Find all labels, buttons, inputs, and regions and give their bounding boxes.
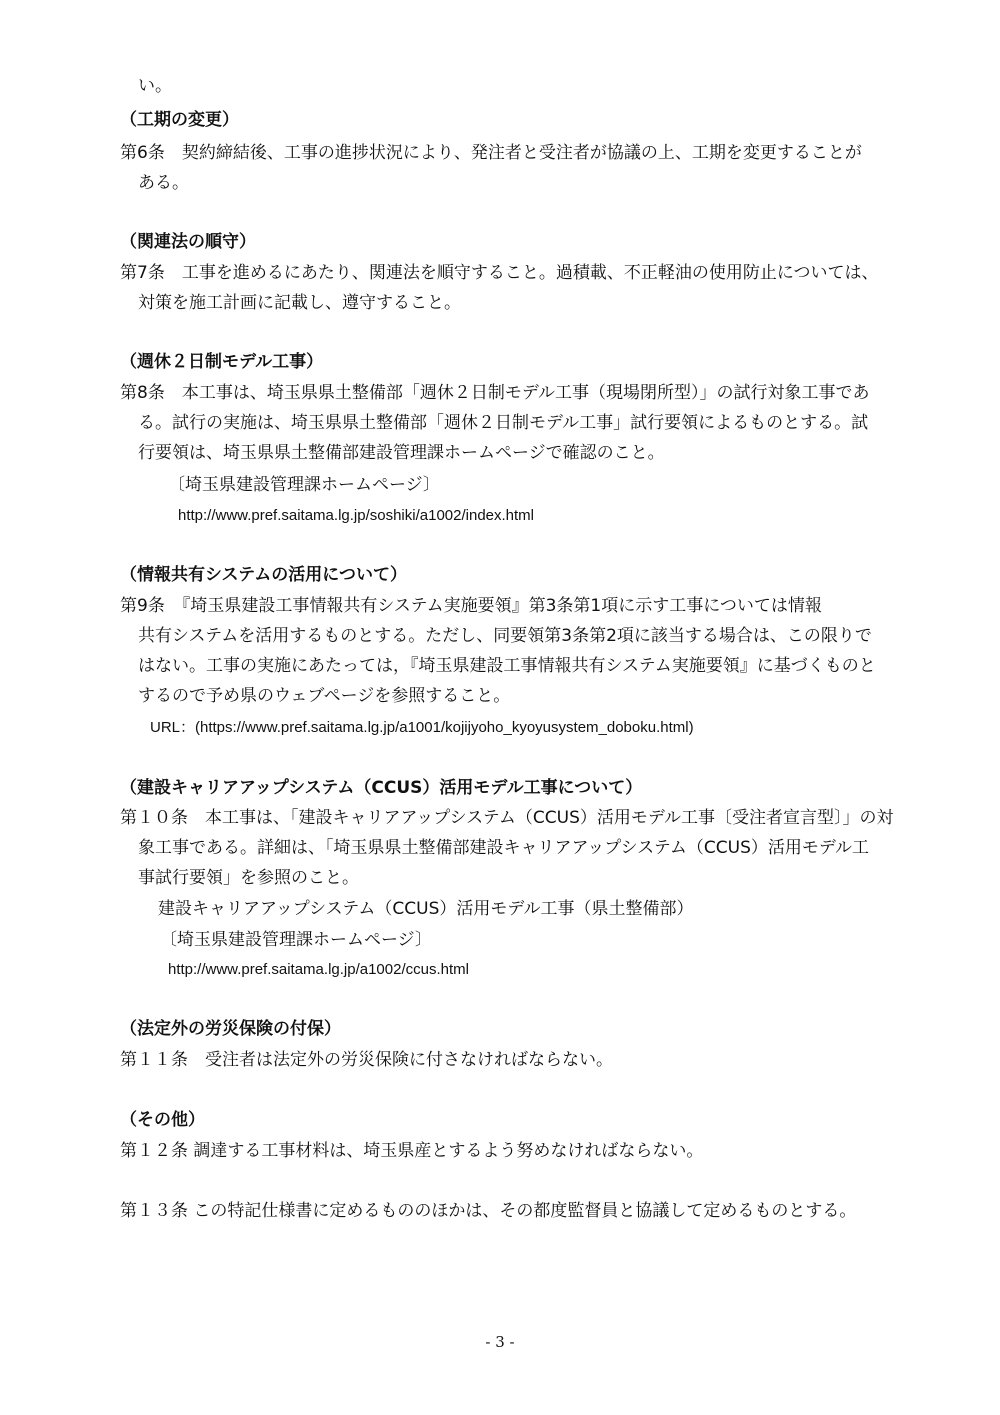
article-10-text: 事試行要領」を参照のこと。 bbox=[138, 868, 359, 888]
article-11-heading: （法定外の労災保険の付保） bbox=[120, 1019, 341, 1039]
article-7-text: 第7条 工事を進めるにあたり、関連法を順守すること。過積載、不正軽油の使用防止については、 bbox=[120, 263, 879, 283]
article-7-text: 対策を施工計画に記載し、遵守すること。 bbox=[138, 293, 461, 313]
article-9-text: 共有システムを活用するものとする。ただし、同要領第3条第2項に該当する場合は、この限りで bbox=[138, 626, 872, 646]
article-12-text: 第１２条 調達する工事材料は、埼玉県産とするよう努めなければならない。 bbox=[120, 1141, 704, 1161]
homepage-url-link[interactable]: http://www.pref.saitama.lg.jp/soshiki/a1002/index.html bbox=[178, 507, 535, 524]
article-6-text: 第6条 契約締結後、工事の進捗状況により、発注者と受注者が協議の上、工期を変更することが bbox=[120, 143, 862, 163]
article-7-heading: （関連法の順守） bbox=[120, 232, 256, 252]
article-6-text: ある。 bbox=[138, 173, 189, 193]
article-6-heading: （工期の変更） bbox=[120, 110, 239, 130]
article-12-heading: （その他） bbox=[120, 1110, 205, 1130]
article-8-text: 第8条 本工事は、埼玉県県土整備部「週休２日制モデル工事（現場閉所型）」の試行対象工事であ bbox=[120, 383, 870, 403]
article-8-text: 行要領は、埼玉県県土整備部建設管理課ホームページで確認のこと。 bbox=[138, 443, 665, 463]
info-sharing-url-link[interactable]: URL：(https://www.pref.saitama.lg.jp/a1001/kojijyoho_kyoyusystem_doboku.html) bbox=[150, 719, 694, 736]
article-9-text: はない。工事の実施にあたっては，『埼玉県建設工事情報共有システム実施要領』に基づくものと bbox=[138, 656, 876, 676]
article-9-heading: （情報共有システムの活用について） bbox=[120, 565, 407, 585]
article-8-heading: （週休２日制モデル工事） bbox=[120, 352, 324, 372]
article-13-text: 第１３条 この特記仕様書に定めるもののほかは、その都度監督員と協議して定めるものとする。 bbox=[120, 1201, 857, 1221]
article-10-heading: （建設キャリアアップシステム（CCUS）活用モデル工事について） bbox=[120, 778, 643, 798]
ccus-reference-label: 建設キャリアアップシステム（CCUS）活用モデル工事（県土整備部） bbox=[158, 899, 694, 919]
homepage-label: 〔埼玉県建設管理課ホームページ〕 bbox=[160, 930, 432, 950]
article-8-text: る。試行の実施は、埼玉県県土整備部「週休２日制モデル工事」試行要領によるものとする。試 bbox=[138, 413, 869, 433]
article-9-text: 第9条 『埼玉県建設工事情報共有システム実施要領』第3条第1項に示す工事については情報 bbox=[120, 596, 822, 616]
article-10-text: 第１０条 本工事は、「建設キャリアアップシステム（CCUS）活用モデル工事〔受注者宣言型〕」の対 bbox=[120, 808, 894, 828]
page-number: - 3 - bbox=[485, 1333, 515, 1351]
article-11-text: 第１１条 受注者は法定外の労災保険に付さなければならない。 bbox=[120, 1050, 613, 1070]
article-9-text: するので予め県のウェブページを参照すること。 bbox=[138, 686, 511, 706]
continuation-text: い。 bbox=[138, 76, 172, 96]
ccus-url-link[interactable]: http://www.pref.saitama.lg.jp/a1002/ccus.html bbox=[168, 961, 469, 978]
article-10-text: 象工事である。詳細は、「埼玉県県土整備部建設キャリアアップシステム（CCUS）活用モデル工 bbox=[138, 838, 870, 858]
homepage-label: 〔埼玉県建設管理課ホームページ〕 bbox=[168, 475, 440, 495]
